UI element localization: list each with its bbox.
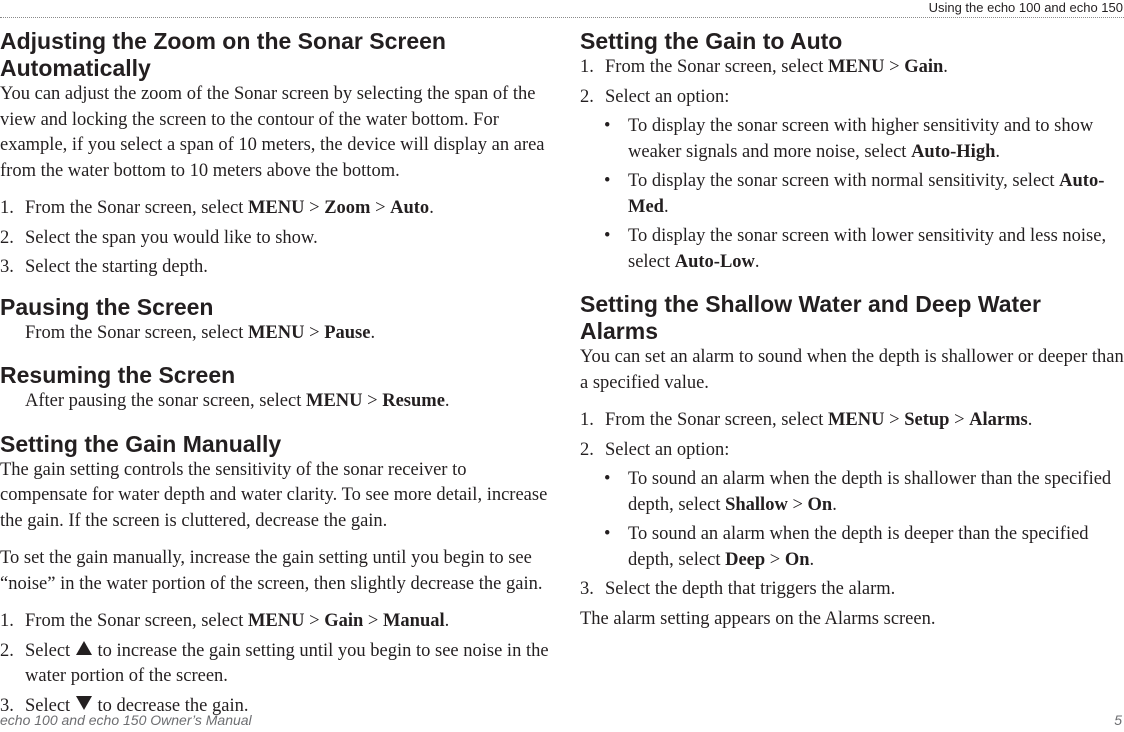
list-item: 3. Select the depth that triggers the alarm. — [580, 579, 896, 599]
alarms-options — [580, 467, 1124, 573]
auto-gain-heading: Setting the Gain to Auto — [580, 28, 843, 54]
list-item: 1. From the Sonar screen, select MENU > Zoom > Auto. — [0, 198, 434, 218]
list-item: • To sound an alarm when the depth is deeper than the specified depth, select Deep > On. — [580, 522, 1124, 573]
zoom-heading: Adjusting the Zoom on the Sonar Screen Automatically — [0, 28, 446, 81]
up-arrow-icon — [76, 641, 92, 655]
alarms-steps-cont — [580, 577, 1124, 603]
list-item: • To display the sonar screen with normal sensitivity, select Auto-Med. — [580, 169, 1124, 220]
down-arrow-icon — [76, 696, 92, 710]
list-item: 3. Select to decrease the gain. — [0, 695, 249, 716]
list-item: 2. Select to increase the gain setting until you begin to see noise in the water portion of the screen. — [0, 640, 549, 686]
list-item: 2. Select an option: — [580, 86, 730, 107]
list-item: 3. Select the starting depth. — [0, 257, 208, 277]
running-title: Using the echo 100 and echo 150 — [928, 0, 1123, 15]
alarms-intro: You can set an alarm to sound when the depth is shallower or deeper than a specified value. — [580, 347, 1124, 393]
manual-gain-para1: The gain setting controls the sensitivity of the sonar receiver to compensate for water depth and water clarity. To see more detail, increase the gain. If the screen is cluttered, decrease the gain. — [0, 459, 548, 531]
pausing-instruction: From the Sonar screen, select MENU > Pause. — [25, 322, 376, 343]
left-column — [0, 28, 552, 723]
alarms-steps — [580, 408, 1124, 463]
list-item: 1. From the Sonar screen, select MENU > Gain. — [580, 57, 948, 77]
list-item: 2. Select the span you would like to show. — [0, 227, 318, 248]
zoom-steps — [0, 196, 552, 281]
alarms-heading: Setting the Shallow Water and Deep Water Alarms — [580, 291, 1041, 344]
list-item: 1. From the Sonar screen, select MENU > Setup > Alarms. — [580, 410, 1033, 430]
page-number: 5 — [1114, 712, 1122, 728]
page-footer — [0, 710, 1124, 732]
manual-gain-para2: To set the gain manually, increase the gain setting until you begin to see “noise” in the water portion of the screen, then slightly decrease the gain. — [0, 548, 543, 594]
resuming-heading: Resuming the Screen — [0, 362, 236, 388]
zoom-intro: You can adjust the zoom of the Sonar screen by selecting the span of the view and locking the screen to the contour of the water bottom. For example, if you select a span of 10 meters, the device will display an area from the water bottom to 10 meters above the bottom. — [0, 84, 545, 181]
list-item: • To display the sonar screen with higher sensitivity and to show weaker signals and more noise, select Auto-High. — [580, 114, 1124, 165]
list-item: 2. Select an option: — [580, 439, 730, 460]
pausing-heading: Pausing the Screen — [0, 293, 214, 320]
list-item: • To display the sonar screen with lower sensitivity and less noise, select Auto-Low. — [580, 224, 1124, 275]
resuming-instruction: After pausing the sonar screen, select MENU > Resume. — [25, 391, 450, 411]
running-header — [0, 0, 1124, 18]
manual-gain-heading: Setting the Gain Manually — [0, 430, 282, 457]
list-item: • To sound an alarm when the depth is shallower than the specified depth, select Shallow > On. — [580, 467, 1124, 518]
manual-gain-steps — [0, 609, 552, 719]
alarms-outro: The alarm setting appears on the Alarms screen. — [580, 608, 936, 629]
auto-gain-steps — [580, 55, 1124, 110]
right-column — [580, 28, 1124, 632]
manual-title: echo 100 and echo 150 Owner’s Manual — [0, 712, 252, 728]
list-item: 1. From the Sonar screen, select MENU > Gain > Manual. — [0, 611, 450, 631]
auto-gain-options — [580, 114, 1124, 275]
